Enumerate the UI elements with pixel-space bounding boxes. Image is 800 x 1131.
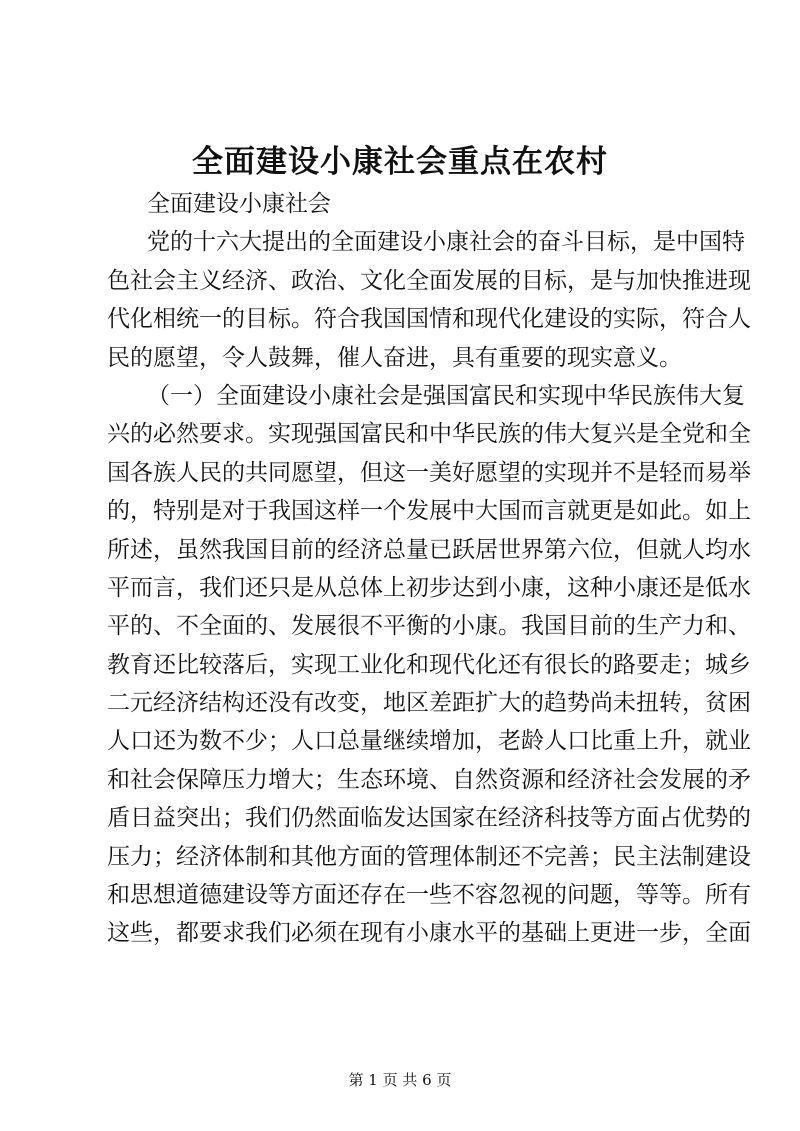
paragraph-line: 这些，都要求我们必须在现有小康水平的基础上更进一步，全面 [107, 920, 751, 947]
paragraph-line: 所述，虽然我国目前的经济总量已跃居世界第六位，但就人均水 [107, 536, 751, 563]
paragraph-line: 和思想道德建设等方面还存在一些不容忽视的问题，等等。所有 [107, 882, 751, 909]
paragraph-line: 民的愿望，令人鼓舞，催人奋进，具有重要的现实意义。 [107, 344, 682, 371]
paragraph-line: 代化相统一的目标。符合我国国情和现代化建设的实际，符合人 [107, 306, 751, 333]
paragraph-line: 党的十六大提出的全面建设小康社会的奋斗目标，是中国特 [147, 229, 745, 256]
paragraph-1 [107, 223, 751, 377]
paragraph-2 [107, 377, 751, 953]
document-body [107, 185, 751, 953]
paragraph-line: 和社会保障压力增大；生态环境、自然资源和经济社会发展的矛 [107, 766, 751, 793]
paragraph-line: 色社会主义经济、政治、文化全面发展的目标，是与加快推进现 [107, 267, 751, 294]
document-title: 全面建设小康社会重点在农村 [192, 144, 608, 180]
paragraph-line: 人口还为数不少；人口总量继续增加，老龄人口比重上升，就业 [107, 728, 751, 755]
paragraph-line: 教育还比较落后，实现工业化和现代化还有很长的路要走；城乡 [107, 651, 751, 678]
paragraph-line: 平的、不全面的、发展很不平衡的小康。我国目前的生产力和、 [107, 613, 751, 640]
paragraph-line: 的，特别是对于我国这样一个发展中大国而言就更是如此。如上 [107, 498, 751, 525]
page-number-footer: 第 1 页 共 6 页 [348, 1071, 452, 1089]
paragraph-line: 二元经济结构还没有改变，地区差距扩大的趋势尚未扭转，贫困 [107, 690, 751, 717]
paragraph-line: （一）全面建设小康社会是强国富民和实现中华民族伟大复 [147, 382, 745, 409]
paragraph-line: 国各族人民的共同愿望，但这一美好愿望的实现并不是轻而易举 [107, 459, 751, 486]
paragraph-line: 平而言，我们还只是从总体上初步达到小康，这种小康还是低水 [107, 574, 751, 601]
paragraph-line: 盾日益突出；我们仍然面临发达国家在经济科技等方面占优势的 [107, 805, 751, 832]
subtitle: 全面建设小康社会 [147, 191, 331, 217]
paragraph-line: 压力；经济体制和其他方面的管理体制还不完善；民主法制建设 [107, 843, 751, 870]
paragraph-line: 兴的必然要求。实现强国富民和中华民族的伟大复兴是全党和全 [107, 421, 751, 448]
